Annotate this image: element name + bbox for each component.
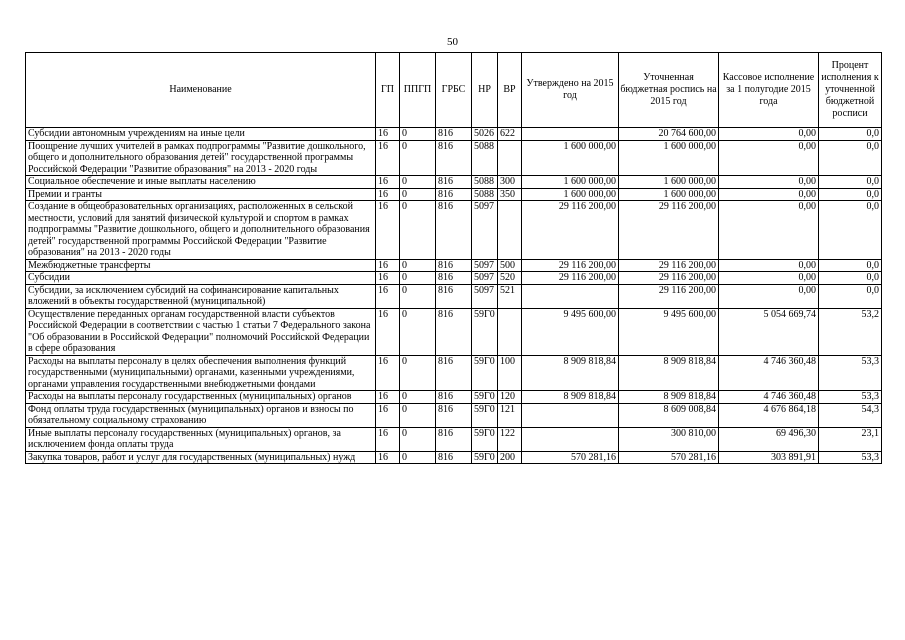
cell-percent: 0,0 xyxy=(819,259,882,272)
cell-percent: 53,3 xyxy=(819,355,882,391)
table-row xyxy=(26,403,882,427)
cell-gp: 16 xyxy=(376,355,400,391)
cell-grbs: 816 xyxy=(436,188,472,201)
cell-name: Осуществление переданных органам государственной власти субъектов Российской Федерации в соответствии с частью 1 статьи 7 Федерального закона "Об образовании в Российской Федерации" полномочий Российской Федерации в сфере образования xyxy=(26,308,376,355)
cell-vr: 500 xyxy=(498,259,522,272)
column-header-nr: НР xyxy=(472,53,498,128)
cell-gp: 16 xyxy=(376,128,400,141)
cell-percent: 0,0 xyxy=(819,201,882,260)
column-header-name: Наименование xyxy=(26,53,376,128)
cell-nr: 5088 xyxy=(472,140,498,176)
cell-ppgp: 0 xyxy=(400,284,436,308)
column-header-ppgp: ППГП xyxy=(400,53,436,128)
cell-revised: 29 116 200,00 xyxy=(619,284,719,308)
table-row xyxy=(26,308,882,355)
cell-percent: 0,0 xyxy=(819,272,882,285)
table-row xyxy=(26,355,882,391)
cell-name: Субсидии xyxy=(26,272,376,285)
cell-gp: 16 xyxy=(376,403,400,427)
cell-revised: 9 495 600,00 xyxy=(619,308,719,355)
cell-grbs: 816 xyxy=(436,259,472,272)
cell-approved: 8 909 818,84 xyxy=(522,355,619,391)
cell-nr: 59Г0 xyxy=(472,391,498,404)
cell-gp: 16 xyxy=(376,188,400,201)
cell-vr: 122 xyxy=(498,427,522,451)
cell-name: Поощрение лучших учителей в рамках подпрограммы "Развитие дошкольного, общего и дополнительного образования детей" государственной программы Российской Федерации "Развитие образования" на 2013 - 2020 годы xyxy=(26,140,376,176)
table-row xyxy=(26,284,882,308)
cell-executed: 0,00 xyxy=(719,272,819,285)
column-header-vr: ВР xyxy=(498,53,522,128)
table-row xyxy=(26,391,882,404)
cell-executed: 0,00 xyxy=(719,259,819,272)
cell-gp: 16 xyxy=(376,259,400,272)
table-row xyxy=(26,259,882,272)
cell-ppgp: 0 xyxy=(400,427,436,451)
table-header-row xyxy=(26,53,882,128)
cell-nr: 5088 xyxy=(472,188,498,201)
cell-nr: 59Г0 xyxy=(472,355,498,391)
cell-approved: 29 116 200,00 xyxy=(522,201,619,260)
cell-vr: 100 xyxy=(498,355,522,391)
cell-name: Социальное обеспечение и иные выплаты населению xyxy=(26,176,376,189)
budget-table xyxy=(25,52,882,464)
table-row xyxy=(26,427,882,451)
cell-approved xyxy=(522,403,619,427)
cell-approved xyxy=(522,427,619,451)
cell-vr: 120 xyxy=(498,391,522,404)
cell-nr: 5097 xyxy=(472,259,498,272)
cell-percent: 0,0 xyxy=(819,188,882,201)
cell-percent: 53,2 xyxy=(819,308,882,355)
table-row xyxy=(26,201,882,260)
cell-percent: 0,0 xyxy=(819,140,882,176)
cell-ppgp: 0 xyxy=(400,259,436,272)
cell-name: Создание в общеобразовательных организациях, расположенных в сельской местности, условий для занятий физической культурой и спортом в рамках подпрограммы "Развитие дошкольного, общего и дополнительного образования детей" государственной программы Российской Федерации "Развитие образования" на 2013 - 2020 годы xyxy=(26,201,376,260)
cell-vr: 521 xyxy=(498,284,522,308)
cell-vr xyxy=(498,308,522,355)
cell-ppgp: 0 xyxy=(400,176,436,189)
cell-executed: 4 746 360,48 xyxy=(719,391,819,404)
cell-executed: 4 676 864,18 xyxy=(719,403,819,427)
cell-executed: 0,00 xyxy=(719,140,819,176)
cell-name: Фонд оплаты труда государственных (муниципальных) органов и взносы по обязательному социальному страхованию xyxy=(26,403,376,427)
cell-gp: 16 xyxy=(376,427,400,451)
table-body xyxy=(26,128,882,464)
cell-grbs: 816 xyxy=(436,128,472,141)
cell-nr: 5088 xyxy=(472,176,498,189)
cell-executed: 0,00 xyxy=(719,284,819,308)
cell-executed: 5 054 669,74 xyxy=(719,308,819,355)
cell-nr: 5097 xyxy=(472,201,498,260)
cell-approved: 9 495 600,00 xyxy=(522,308,619,355)
cell-approved: 29 116 200,00 xyxy=(522,272,619,285)
cell-grbs: 816 xyxy=(436,201,472,260)
cell-percent: 53,3 xyxy=(819,391,882,404)
cell-revised: 29 116 200,00 xyxy=(619,272,719,285)
cell-executed: 0,00 xyxy=(719,128,819,141)
cell-gp: 16 xyxy=(376,272,400,285)
cell-revised: 570 281,16 xyxy=(619,451,719,464)
cell-ppgp: 0 xyxy=(400,140,436,176)
cell-vr: 622 xyxy=(498,128,522,141)
cell-vr xyxy=(498,140,522,176)
cell-ppgp: 0 xyxy=(400,188,436,201)
cell-approved xyxy=(522,284,619,308)
cell-revised: 20 764 600,00 xyxy=(619,128,719,141)
cell-approved: 29 116 200,00 xyxy=(522,259,619,272)
cell-grbs: 816 xyxy=(436,403,472,427)
cell-grbs: 816 xyxy=(436,427,472,451)
cell-ppgp: 0 xyxy=(400,355,436,391)
cell-revised: 300 810,00 xyxy=(619,427,719,451)
cell-executed: 0,00 xyxy=(719,176,819,189)
cell-grbs: 816 xyxy=(436,272,472,285)
cell-revised: 29 116 200,00 xyxy=(619,201,719,260)
cell-grbs: 816 xyxy=(436,308,472,355)
cell-percent: 0,0 xyxy=(819,128,882,141)
cell-grbs: 816 xyxy=(436,140,472,176)
table-row xyxy=(26,451,882,464)
cell-ppgp: 0 xyxy=(400,391,436,404)
cell-name: Иные выплаты персоналу государственных (муниципальных) органов, за исключением фонда оплаты труда xyxy=(26,427,376,451)
cell-nr: 59Г0 xyxy=(472,451,498,464)
cell-name: Закупка товаров, работ и услуг для государственных (муниципальных) нужд xyxy=(26,451,376,464)
cell-name: Премии и гранты xyxy=(26,188,376,201)
cell-executed: 0,00 xyxy=(719,201,819,260)
cell-nr: 59Г0 xyxy=(472,403,498,427)
cell-revised: 8 909 818,84 xyxy=(619,391,719,404)
cell-vr xyxy=(498,201,522,260)
page-number: 50 xyxy=(447,36,458,48)
cell-grbs: 816 xyxy=(436,391,472,404)
cell-revised: 8 909 818,84 xyxy=(619,355,719,391)
cell-nr: 5026 xyxy=(472,128,498,141)
table-row xyxy=(26,176,882,189)
cell-percent: 54,3 xyxy=(819,403,882,427)
cell-executed: 0,00 xyxy=(719,188,819,201)
cell-revised: 1 600 000,00 xyxy=(619,176,719,189)
cell-approved: 1 600 000,00 xyxy=(522,140,619,176)
cell-grbs: 816 xyxy=(436,176,472,189)
cell-ppgp: 0 xyxy=(400,308,436,355)
cell-ppgp: 0 xyxy=(400,201,436,260)
cell-approved: 8 909 818,84 xyxy=(522,391,619,404)
column-header-grbs: ГРБС xyxy=(436,53,472,128)
cell-vr: 200 xyxy=(498,451,522,464)
cell-approved: 570 281,16 xyxy=(522,451,619,464)
column-header-executed: Кассовое исполнение за 1 полугодие 2015 года xyxy=(719,53,819,128)
cell-percent: 0,0 xyxy=(819,176,882,189)
cell-nr: 5097 xyxy=(472,284,498,308)
cell-vr: 300 xyxy=(498,176,522,189)
cell-approved xyxy=(522,128,619,141)
cell-revised: 1 600 000,00 xyxy=(619,140,719,176)
column-header-approved: Утверждено на 2015 год xyxy=(522,53,619,128)
table-row xyxy=(26,272,882,285)
column-header-gp: ГП xyxy=(376,53,400,128)
cell-name: Межбюджетные трансферты xyxy=(26,259,376,272)
cell-gp: 16 xyxy=(376,140,400,176)
cell-percent: 53,3 xyxy=(819,451,882,464)
cell-revised: 8 609 008,84 xyxy=(619,403,719,427)
table-row xyxy=(26,188,882,201)
cell-grbs: 816 xyxy=(436,355,472,391)
cell-vr: 520 xyxy=(498,272,522,285)
cell-gp: 16 xyxy=(376,201,400,260)
cell-revised: 1 600 000,00 xyxy=(619,188,719,201)
cell-ppgp: 0 xyxy=(400,403,436,427)
cell-name: Субсидии, за исключением субсидий на софинансирование капитальных вложений в объекты государственной (муниципальной) xyxy=(26,284,376,308)
cell-gp: 16 xyxy=(376,451,400,464)
cell-grbs: 816 xyxy=(436,284,472,308)
cell-gp: 16 xyxy=(376,176,400,189)
table-row xyxy=(26,140,882,176)
cell-gp: 16 xyxy=(376,284,400,308)
cell-gp: 16 xyxy=(376,308,400,355)
cell-percent: 23,1 xyxy=(819,427,882,451)
cell-gp: 16 xyxy=(376,391,400,404)
cell-nr: 5097 xyxy=(472,272,498,285)
cell-grbs: 816 xyxy=(436,451,472,464)
cell-ppgp: 0 xyxy=(400,272,436,285)
cell-vr: 350 xyxy=(498,188,522,201)
cell-vr: 121 xyxy=(498,403,522,427)
cell-executed: 4 746 360,48 xyxy=(719,355,819,391)
table-row xyxy=(26,128,882,141)
cell-executed: 303 891,91 xyxy=(719,451,819,464)
column-header-percent: Процент исполнения к уточненной бюджетной росписи xyxy=(819,53,882,128)
cell-name: Субсидии автономным учреждениям на иные цели xyxy=(26,128,376,141)
cell-nr: 59Г0 xyxy=(472,308,498,355)
cell-percent: 0,0 xyxy=(819,284,882,308)
cell-executed: 69 496,30 xyxy=(719,427,819,451)
cell-revised: 29 116 200,00 xyxy=(619,259,719,272)
cell-name: Расходы на выплаты персоналу государственных (муниципальных) органов xyxy=(26,391,376,404)
cell-name: Расходы на выплаты персоналу в целях обеспечения выполнения функций государственными (муниципальными) органами, казенными учреждениями, органами управления государственными внебюджетными фондами xyxy=(26,355,376,391)
cell-approved: 1 600 000,00 xyxy=(522,176,619,189)
cell-ppgp: 0 xyxy=(400,451,436,464)
cell-ppgp: 0 xyxy=(400,128,436,141)
cell-nr: 59Г0 xyxy=(472,427,498,451)
cell-approved: 1 600 000,00 xyxy=(522,188,619,201)
column-header-revised: Уточненная бюджетная роспись на 2015 год xyxy=(619,53,719,128)
